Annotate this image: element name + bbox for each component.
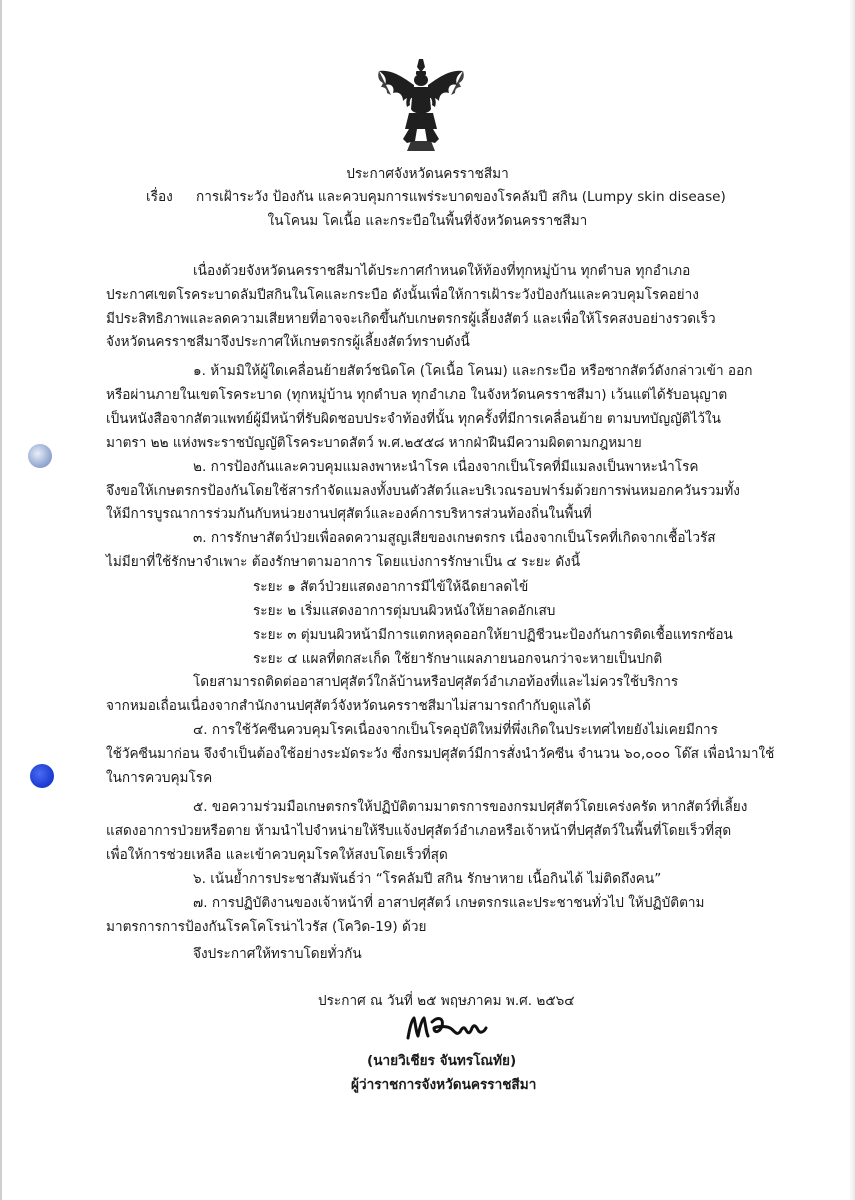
intro-line: มีประสิทธิภาพและลดความเสียหายที่อาจจะเกิดขึ้นกับเกษตรกรผู้เลี้ยงสัตว์ และเพื่อให้โรคสงบอย่างรวดเร็ว xyxy=(106,311,716,327)
signer-title: ผู้ว่าราชการจังหวัดนครราชสีมา xyxy=(351,1077,537,1093)
item-4-line: ใช้วัคซีนมาก่อน จึงจำเป็นต้องใช้อย่างระมัดระวัง ซึ่งกรมปศุสัตว์มีการสั่งนำวัคซีน จำนวน ๖๐,๐๐๐ โด๊ส เพื่อนำมาใช้ xyxy=(106,746,775,762)
intro-line: เนื่องด้วยจังหวัดนครราชสีมาได้ประกาศกำหนดให้ท้องที่ทุกหมู่บ้าน ทุกตำบล ทุกอำเภอ xyxy=(193,263,691,279)
item-5-line: ๕. ขอความร่วมมือเกษตรกรให้ปฏิบัติตามมาตรการของกรมปศุสัตว์โดยเคร่งครัด หากสัตว์ที่เลี้ยง xyxy=(193,799,748,815)
stage-item: ระยะ ๒ เริ่มแสดงอาการตุ่มบนผิวหนังให้ยาลดอักเสบ xyxy=(253,603,556,619)
item-7-line: ๗. การปฏิบัติงานของเจ้าหน้าที่ อาสาปศุสัตว์ เกษตรกรและประชาชนทั่วไป ให้ปฏิบัติตาม xyxy=(193,895,705,911)
contact-line: โดยสามารถติดต่ออาสาปศุสัตว์ใกล้บ้านหรือปศุสัตว์อำเภอท้องที่และไม่ควรใช้บริการ xyxy=(193,674,679,690)
intro-line: จังหวัดนครราชสีมาจึงประกาศให้เกษตรกรผู้เลี้ยงสัตว์ทราบดังนี้ xyxy=(106,334,470,350)
item-1-line: เป็นหนังสือจากสัตวแพทย์ผู้มีหน้าที่รับผิดชอบประจำท้องที่นั้น ทุกครั้งที่มีการเคลื่อนย้าย ตามบทบัญญัติไว้ใน xyxy=(106,411,721,427)
garuda-emblem-icon xyxy=(373,57,469,153)
punch-hole-top xyxy=(28,444,52,468)
issuer-title: ประกาศจังหวัดนครราชสีมา xyxy=(346,166,509,182)
item-3-line: ๓. การรักษาสัตว์ป่วยเพื่อลดความสูญเสียของเกษตรกร เนื่องจากเป็นโรคที่เกิดจากเชื้อไวรัส xyxy=(193,530,716,546)
item-3-line: ไม่มียาที่ใช้รักษาจำเพาะ ต้องรักษาตามอาการ โดยแบ่งการรักษาเป็น ๔ ระยะ ดังนี้ xyxy=(106,554,581,570)
item-7-line: มาตรการการป้องกันโรคโคโรน่าไวรัส (โควิด-19) ด้วย xyxy=(106,919,427,935)
subject-line-2: ในโคนม โคเนื้อ และกระบือในพื้นที่จังหวัดนครราชสีมา xyxy=(267,213,588,229)
announcement-date: ประกาศ ณ วันที่ ๒๕ พฤษภาคม พ.ศ. ๒๕๖๔ xyxy=(318,993,575,1009)
punch-hole-bottom xyxy=(30,764,54,788)
closing-text: จึงประกาศให้ทราบโดยทั่วกัน xyxy=(193,946,362,962)
contact-line: จากหมอเถื่อนเนื่องจากสำนักงานปศุสัตว์จังหวัดนครราชสีมาไม่สามารถกำกับดูแลได้ xyxy=(106,698,591,714)
intro-line: ประกาศเขตโรคระบาดลัมปีสกินในโคและกระบือ ดังนั้นเพื่อให้การเฝ้าระวังป้องกันและควบคุมโรคอย่าง xyxy=(106,287,699,303)
stage-item: ระยะ ๔ แผลที่ตกสะเก็ด ใช้ยารักษาแผลภายนอกจนกว่าจะหายเป็นปกติ xyxy=(253,651,663,667)
signer-name: (นายวิเชียร จันทรโณทัย) xyxy=(367,1053,517,1069)
item-2-line: ให้มีการบูรณาการร่วมกันกับหน่วยงานปศุสัตว์และองค์การบริหารส่วนท้องถิ่นในพื้นที่ xyxy=(106,506,592,522)
item-5-line: แสดงอาการป่วยหรือตาย ห้ามนำไปจำหน่ายให้รีบแจ้งปศุสัตว์อำเภอหรือเจ้าหน้าที่ปศุสัตว์ในพื้นที่โดยเร็วที่สุด xyxy=(106,823,732,839)
item-1-line: หรือผ่านภายในเขตโรคระบาด (ทุกหมู่บ้าน ทุกตำบล ทุกอำเภอ ในจังหวัดนครราชสีมา) เว้นแต่ได้รับอนุญาต xyxy=(106,387,728,403)
item-4-line: ๔. การใช้วัคซีนควบคุมโรคเนื่องจากเป็นโรคอุบัติใหม่ที่พึ่งเกิดในประเทศไทยยังไม่เคยมีการ xyxy=(193,722,718,738)
stage-item: ระยะ ๑ สัตว์ป่วยแสดงอาการมีไข้ให้ฉีดยาลดไข้ xyxy=(253,579,529,595)
signature-icon xyxy=(404,1012,488,1044)
item-1-line: ๑. ห้ามมิให้ผู้ใดเคลื่อนย้ายสัตว์ชนิดโค (โคเนื้อ โคนม) และกระบือ หรือซากสัตว์ดังกล่าวเข้า ออก xyxy=(193,363,753,379)
stage-item: ระยะ ๓ ตุ่มบนผิวหน้ามีการแตกหลุดออกให้ยาปฏิชีวนะป้องกันการติดเชื้อแทรกซ้อน xyxy=(253,627,733,643)
item-5-line: เพื่อให้การช่วยเหลือ และเข้าควบคุมโรคให้สงบโดยเร็วที่สุด xyxy=(106,847,448,863)
item-4-line: ในการควบคุมโรค xyxy=(106,770,213,786)
subject-label: เรื่อง xyxy=(146,189,173,205)
subject-line-1: การเฝ้าระวัง ป้องกัน และควบคุมการแพร่ระบาดของโรคลัมปี สกิน (Lumpy skin disease) xyxy=(196,189,726,205)
item-2-line: ๒. การป้องกันและควบคุมแมลงพาหะนำโรค เนื่องจากเป็นโรคที่มีแมลงเป็นพาหะนำโรค xyxy=(193,459,699,475)
item-2-line: จึงขอให้เกษตรกรป้องกันโดยใช้สารกำจัดแมลงทั้งบนตัวสัตว์และบริเวณรอบฟาร์มด้วยการพ่นหมอกควันรวมทั้ง xyxy=(106,483,740,499)
item-1-line: มาตรา ๒๒ แห่งพระราชบัญญัติโรคระบาดสัตว์ พ.ศ.๒๕๕๘ หากฝ่าฝืนมีความผิดตามกฎหมาย xyxy=(106,435,642,451)
item-6-line: ๖. เน้นย้ำการประชาสัมพันธ์ว่า “โรคลัมปี สกิน รักษาหาย เนื้อกินได้ ไม่ติดถึงคน” xyxy=(193,871,662,887)
